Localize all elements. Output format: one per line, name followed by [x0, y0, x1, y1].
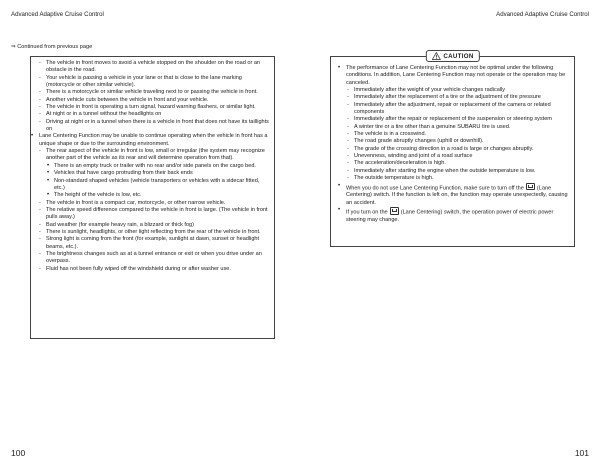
- list-item: - Immediately after the replacement of a tire or the adjustment of tire pressure: [338, 94, 569, 101]
- list-item: - Your vehicle is passing a vehicle in your lane or that is close to the lane marking (motorcycle or other similar vehicle).: [38, 75, 269, 90]
- list-item: - Immediately after the weight of your vehicle changes radically: [338, 87, 569, 94]
- list-item: - A winter tire or a tire other than a genuine SUBARU tire is used.: [338, 124, 569, 131]
- list-item: - The road grade abruptly changes (uphill or downhill).: [338, 138, 569, 145]
- caution-text: (Lane Centering) switch, the operation power of electric power steering may change.: [346, 209, 554, 223]
- left-running-header: Advanced Adaptive Cruise Control: [11, 11, 104, 18]
- caution-intro: • The performance of Lane Centering Function may not be optimal under the following conditions. In addition, Lane Centering Function may not operate or the operation may be canceled.: [338, 65, 569, 87]
- caution-text: (Lane Centering) switch. If the function is left on, the function may operate unexpectedly, causing an accident.: [346, 185, 568, 206]
- list-item: - Immediately after the repair or replacement of the suspension or steering system: [338, 116, 569, 123]
- list-item: • There is an empty truck or trailer with no rear and/or side panels on the cargo bed.: [38, 163, 269, 170]
- caution-label: CAUTION: [443, 52, 474, 60]
- warning-triangle-icon: [431, 52, 440, 60]
- list-item: - The vehicle in front is a compact car, motorcycle, or other narrow vehicle.: [38, 200, 269, 207]
- list-item: - Strong light is coming from the front (for example, sunlight at dawn, sunset or headlight beams, etc.).: [38, 236, 269, 251]
- list-item: - The acceleration/deceleration is high.: [338, 160, 569, 167]
- caution-box: [330, 52, 575, 247]
- caution-list: [338, 65, 569, 224]
- list-item: - Bad weather (for example heavy rain, a blizzard or thick fog): [38, 222, 269, 229]
- conditions-list: [38, 60, 269, 273]
- list-item: - The vehicle in front moves to avoid a vehicle stopped on the shoulder on the road or an obstacle in the road.: [38, 60, 269, 75]
- list-item: - At night or in a tunnel without the headlights on: [38, 111, 269, 118]
- page-number-right: 101: [574, 448, 589, 458]
- list-item: - The brightness changes such as at a tunnel entrance or exit or when you drive under an overpass.: [38, 251, 269, 266]
- list-item: - Another vehicle cuts between the vehicle in front and your vehicle.: [38, 97, 269, 104]
- list-item: - There is a motorcycle or similar vehicle traveling next to or passing the vehicle in front.: [38, 89, 269, 96]
- list-item: - The relative speed difference compared to the vehicle in front is large. (The vehicle in front pulls away.): [38, 207, 269, 222]
- list-item: • The height of the vehicle is low, etc.: [38, 192, 269, 199]
- list-item: - The outside temperature is high.: [338, 175, 569, 182]
- lane-centering-switch-icon: [390, 207, 399, 215]
- caution-text: When you do not use Lane Centering Function, make sure to turn off the: [346, 185, 524, 191]
- caution-badge: [425, 50, 479, 62]
- list-item: - The grade of the crossing direction in a road is large or changes abruptly.: [338, 146, 569, 153]
- right-page: [300, 0, 600, 471]
- list-item: • Lane Centering Function may be unable to continue operating when the vehicle in front has a unique shape or due to the surrounding environment.: [31, 133, 269, 148]
- list-item: - Immediately after starting the engine when the outside temperature is low.: [338, 168, 569, 175]
- lane-centering-switch-icon: [526, 183, 535, 191]
- list-item: - The rear aspect of the vehicle in front is low, small or irregular (the system may recognize another part of the vehicle as its rear and will determine operation from that).: [38, 148, 269, 163]
- list-item: - Fluid has not been fully wiped off the windshield during or after washer use.: [38, 266, 269, 273]
- list-item: • Non-standard shaped vehicles (vehicle transporters or vehicles with a sidecar fitted, etc.): [38, 178, 269, 193]
- caution-text: If you turn on the: [346, 209, 388, 216]
- list-item: - Driving at night or in a tunnel when there is a vehicle in front that does not have its taillights on: [38, 119, 269, 134]
- page-number-left: 100: [11, 448, 26, 458]
- list-item: - Immediately after the adjustment, repair or replacement of the camera or related components: [338, 102, 569, 117]
- caution-switch-off-note: [338, 183, 569, 208]
- list-item: - There is sunlight, headlights, or other light reflecting from the rear of the vehicle in front.: [38, 229, 269, 236]
- list-item: - The vehicle in front is operating a turn signal, hazard warning flashers, or similar light.: [38, 104, 269, 111]
- conditions-box: [30, 56, 275, 339]
- continued-from-previous-page: ⇒ Continued from previous page: [11, 44, 93, 50]
- right-running-header: Advanced Adaptive Cruise Control: [496, 11, 589, 18]
- list-item: • Vehicles that have cargo protruding from their back ends: [38, 170, 269, 177]
- list-item: - Unevenness, winding and joint of a road surface: [338, 153, 569, 160]
- list-item: - The vehicle is in a crosswind.: [338, 131, 569, 138]
- caution-switch-on-note: [338, 207, 569, 224]
